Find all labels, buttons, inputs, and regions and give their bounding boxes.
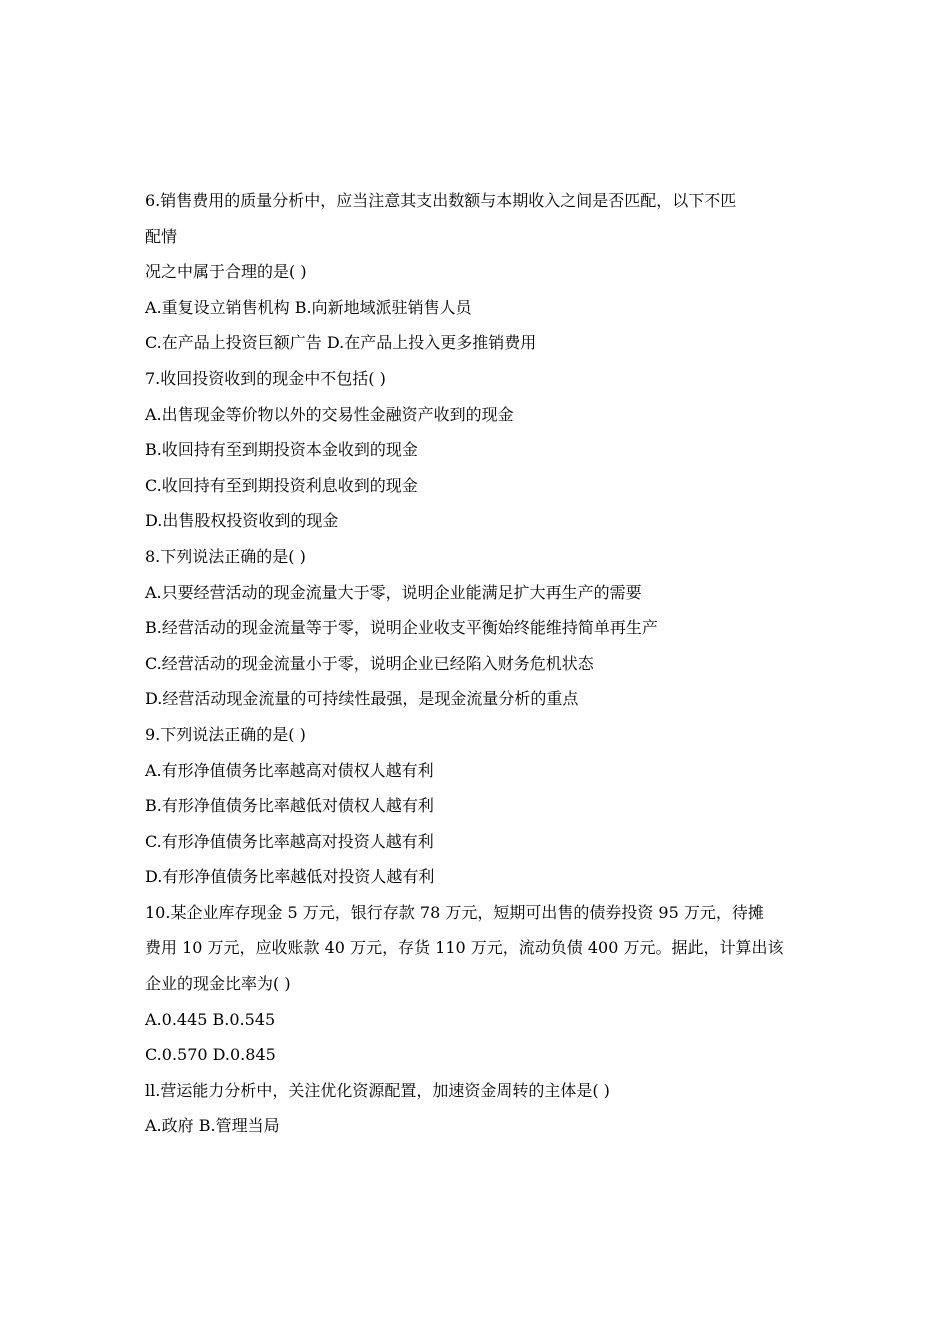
- question-9-stem: 9.下列说法正确的是( ): [145, 724, 306, 744]
- question-6-options-cd: C.在产品上投资巨额广告 D.在产品上投入更多推销费用: [145, 333, 537, 353]
- question-10-line-3: 企业的现金比率为( ): [145, 974, 291, 994]
- question-8-option-d: D.经营活动现金流量的可持续性最强，是现金流量分析的重点: [145, 689, 579, 709]
- document-body: [145, 183, 810, 1144]
- question-6-line-2: 配情: [145, 226, 178, 246]
- question-9-option-c: C.有形净值债务比率越高对投资人越有利: [145, 831, 434, 851]
- question-7-stem: 7.收回投资收到的现金中不包括( ): [145, 368, 386, 388]
- question-11-options-ab: A.政府 B.管理当局: [145, 1116, 280, 1136]
- question-9-option-a: A.有形净值债务比率越高对债权人越有利: [145, 760, 434, 780]
- question-7-option-a: A.出售现金等价物以外的交易性金融资产收到的现金: [145, 404, 514, 424]
- question-8-option-a: A.只要经营活动的现金流量大于零，说明企业能满足扩大再生产的需要: [145, 582, 642, 602]
- question-8-option-c: C.经营活动的现金流量小于零，说明企业已经陷入财务危机状态: [145, 653, 594, 673]
- question-6-line-1: 6.销售费用的质量分析中，应当注意其支出数额与本期收入之间是否匹配，以下不匹: [145, 191, 737, 210]
- question-10-options-ab: A.0.445 B.0.545: [145, 1009, 276, 1029]
- question-8-option-b: B.经营活动的现金流量等于零，说明企业收支平衡始终能维持简单再生产: [145, 618, 658, 638]
- question-7-option-c: C.收回持有至到期投资利息收到的现金: [145, 475, 418, 495]
- question-10-line-2: 费用 10 万元，应收账款 40 万元，存货 110 万元，流动负债 400 万元。据此，计算出该: [145, 938, 784, 958]
- question-10-options-cd: C.0.570 D.0.845: [145, 1045, 276, 1065]
- question-7-option-b: B.收回持有至到期投资本金收到的现金: [145, 440, 418, 460]
- question-9-option-b: B.有形净值债务比率越低对债权人越有利: [145, 796, 434, 816]
- question-7-option-d: D.出售股权投资收到的现金: [145, 511, 339, 531]
- question-6-options-ab: A.重复设立销售机构 B.向新地域派驻销售人员: [145, 297, 472, 317]
- question-9-option-d: D.有形净值债务比率越低对投资人越有利: [145, 867, 435, 887]
- question-10-line-1: 10.某企业库存现金 5 万元，银行存款 78 万元，短期可出售的债券投资 95 万元，待摊: [145, 902, 764, 922]
- question-11-stem: ll.营运能力分析中，关注优化资源配置，加速资金周转的主体是( ): [145, 1080, 610, 1100]
- question-8-stem: 8.下列说法正确的是( ): [145, 546, 306, 566]
- question-6-line-3: 况之中属于合理的是( ): [145, 262, 307, 282]
